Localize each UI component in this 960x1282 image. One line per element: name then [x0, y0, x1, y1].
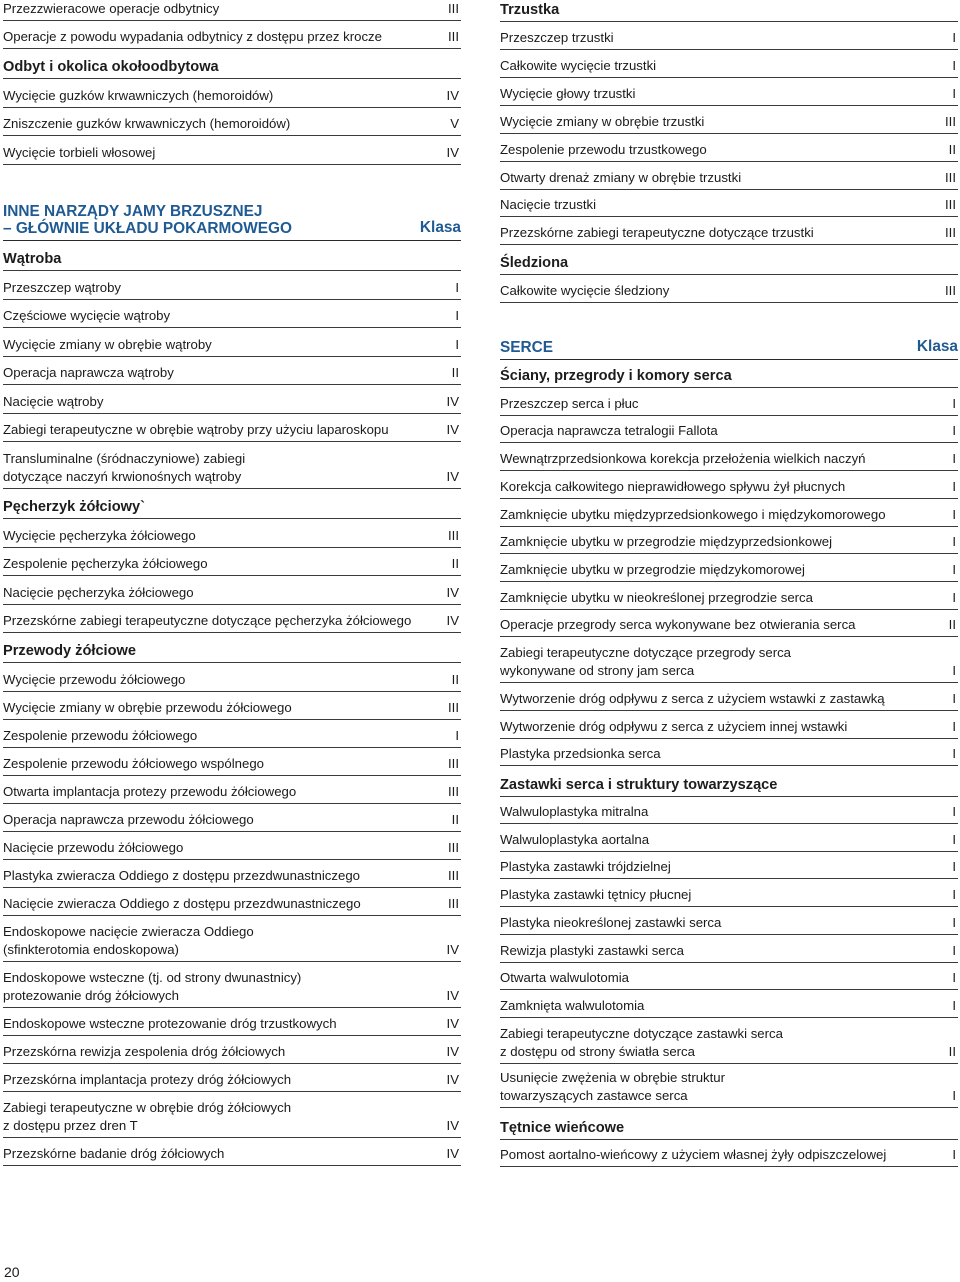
procedure-class: I — [952, 942, 956, 958]
procedure-row — [500, 162, 958, 190]
procedure-name: Zabiegi terapeutyczne w obrębie dróg żółciowych z dostępu przez dren T — [3, 1100, 292, 1133]
procedure-row — [500, 879, 958, 907]
procedure-name: Operacja naprawcza przewodu żółciowego — [3, 811, 254, 827]
procedure-class: IV — [446, 612, 459, 628]
procedure-row — [500, 824, 958, 852]
procedure-class: I — [952, 29, 956, 45]
procedure-name: Otwarta walwulotomia — [500, 969, 629, 985]
procedure-row — [3, 271, 461, 300]
procedure-row — [3, 962, 461, 1008]
heading-text: Wątroba — [3, 251, 62, 267]
procedure-name: Rewizja plastyki zastawki serca — [500, 942, 684, 958]
procedure-row — [500, 554, 958, 582]
procedure-name: Całkowite wycięcie śledziony — [500, 282, 670, 298]
procedure-class: V — [450, 115, 459, 131]
procedure-name: Częściowe wycięcie wątroby — [3, 307, 171, 323]
procedure-name: Walwuloplastyka mitralna — [500, 803, 649, 819]
procedure-class: I — [952, 662, 956, 678]
procedure-row — [3, 0, 461, 21]
subsection-heading — [3, 489, 461, 519]
procedure-name: Wytworzenie dróg odpływu z serca z użyciem innej wstawki — [500, 718, 848, 734]
procedure-class: IV — [446, 987, 459, 1003]
procedure-name: Wycięcie guzków krwawniczych (hemoroidów) — [3, 87, 274, 103]
procedure-row — [500, 78, 958, 106]
procedure-row — [500, 443, 958, 471]
heading-text: Pęcherzyk żółciowy` — [3, 499, 145, 515]
class-column-header: Klasa — [419, 219, 461, 236]
heading-text: Ściany, przegrody i komory serca — [500, 368, 732, 384]
subsection-heading — [500, 360, 958, 388]
procedure-row — [500, 852, 958, 879]
procedure-name: Usunięcie zwężenia w obrębie struktur towarzyszących zastawce serca — [500, 1070, 726, 1103]
procedure-name: Wycięcie zmiany w obrębie przewodu żółciowego — [3, 699, 292, 715]
procedure-name: Zamknięcie ubytku w przegrodzie międzykomorowej — [500, 561, 805, 577]
procedure-name: Przezskórne badanie dróg żółciowych — [3, 1145, 225, 1161]
procedure-class: I — [952, 969, 956, 985]
procedure-class: III — [448, 783, 459, 799]
procedure-row — [500, 1064, 958, 1108]
page-number: 20 — [4, 1264, 20, 1280]
procedure-class: I — [952, 561, 956, 577]
procedure-row — [3, 357, 461, 385]
procedure-class: I — [455, 279, 459, 295]
procedure-class: IV — [446, 87, 459, 103]
procedure-row — [3, 1064, 461, 1092]
procedure-class: IV — [446, 1015, 459, 1031]
procedure-row — [3, 1036, 461, 1064]
procedure-class: III — [945, 224, 956, 240]
procedure-class: I — [455, 727, 459, 743]
procedure-class: I — [952, 803, 956, 819]
procedure-name: Przezskórna rewizja zespolenia dróg żółciowych — [3, 1043, 286, 1059]
subsection-heading — [500, 766, 958, 797]
procedure-row — [500, 1018, 958, 1064]
procedure-name: Nacięcie trzustki — [500, 196, 597, 212]
procedure-class: I — [952, 450, 956, 466]
procedure-class: III — [448, 699, 459, 715]
procedure-name: Operacje przegrody serca wykonywane bez otwierania serca — [500, 616, 856, 632]
procedure-row — [500, 683, 958, 711]
procedure-name: Nacięcie pęcherzyka żółciowego — [3, 584, 194, 600]
procedure-name: Zniszczenie guzków krwawniczych (hemoroidów) — [3, 115, 291, 131]
procedure-class: III — [448, 0, 459, 16]
procedure-class: I — [455, 336, 459, 352]
procedure-row — [3, 804, 461, 832]
procedure-name: Walwuloplastyka aortalna — [500, 831, 650, 847]
subsection-heading — [3, 49, 461, 79]
heading-text: Odbyt i okolica okołoodbytowa — [3, 59, 219, 75]
procedure-row — [500, 1140, 958, 1167]
procedure-class: I — [952, 533, 956, 549]
procedure-class: I — [952, 858, 956, 874]
procedure-row — [500, 739, 958, 766]
procedure-class: II — [451, 671, 459, 687]
procedure-row — [3, 888, 461, 916]
procedure-name: Przezskórne zabiegi terapeutyczne dotyczące trzustki — [500, 224, 814, 240]
procedure-name: Pomost aortalno-wieńcowy z użyciem własnej żyły odpiszczelowej — [500, 1146, 887, 1162]
procedure-row — [3, 519, 461, 548]
procedure-name: Zamknięta walwulotomia — [500, 997, 645, 1013]
procedure-row — [3, 748, 461, 776]
procedure-name: Przezskórna implantacja protezy dróg żółciowych — [3, 1071, 292, 1087]
procedure-row — [3, 1092, 461, 1138]
class-column-header: Klasa — [916, 338, 958, 355]
procedure-row — [500, 797, 958, 824]
procedure-class: III — [448, 895, 459, 911]
procedure-row — [500, 637, 958, 683]
procedure-row — [3, 21, 461, 49]
procedure-row — [3, 692, 461, 720]
procedure-name: Przezzwieracowe operacje odbytnicy — [3, 0, 220, 16]
procedure-name: Otwarty drenaż zmiany w obrębie trzustki — [500, 169, 742, 185]
procedure-row — [500, 610, 958, 637]
procedure-name: Zespolenie przewodu żółciowego — [3, 727, 198, 743]
procedure-name: Operacja naprawcza wątroby — [3, 364, 174, 380]
procedure-name: Plastyka zastawki tętnicy płucnej — [500, 886, 692, 902]
subsection-heading — [3, 633, 461, 663]
procedure-row — [3, 108, 461, 136]
procedure-row — [3, 300, 461, 328]
procedure-name: Transluminalne (śródnaczyniowe) zabiegi dotyczące naczyń krwionośnych wątroby — [3, 451, 246, 484]
procedure-class: III — [945, 196, 956, 212]
subsection-heading — [500, 1108, 958, 1140]
procedure-row — [500, 935, 958, 963]
procedure-name: Nacięcie wątroby — [3, 393, 104, 409]
procedure-row — [3, 79, 461, 108]
procedure-name: Wycięcie pęcherzyka żółciowego — [3, 527, 196, 543]
procedure-row — [500, 275, 958, 303]
section-heading — [3, 199, 461, 241]
procedure-class: I — [952, 886, 956, 902]
heading-text: SERCE — [500, 339, 554, 356]
procedure-name: Wycięcie torbieli włosowej — [3, 144, 156, 160]
procedure-name: Zamknięcie ubytku w nieokreślonej przegrodzie serca — [500, 589, 813, 605]
procedure-class: II — [948, 616, 956, 632]
procedure-row — [500, 416, 958, 443]
procedure-class: II — [451, 555, 459, 571]
procedure-row — [3, 328, 461, 357]
procedure-class: I — [952, 589, 956, 605]
procedure-class: IV — [446, 584, 459, 600]
procedure-row — [500, 217, 958, 245]
procedure-class: IV — [446, 1071, 459, 1087]
procedure-name: Wewnątrzprzedsionkowa korekcja przełożenia wielkich naczyń — [500, 450, 866, 466]
procedure-name: Plastyka nieokreślonej zastawki serca — [500, 914, 722, 930]
procedure-name: Nacięcie zwieracza Oddiego z dostępu przezdwunastniczego — [3, 895, 361, 911]
procedure-row — [3, 548, 461, 576]
section-spacer — [500, 303, 958, 336]
heading-text: Tętnice wieńcowe — [500, 1120, 625, 1136]
procedure-class: II — [948, 141, 956, 157]
procedure-row — [500, 963, 958, 990]
heading-text: Przewody żółciowe — [3, 643, 136, 659]
procedure-row — [3, 776, 461, 804]
procedure-name: Plastyka zwieracza Oddiego z dostępu przezdwunastniczego — [3, 867, 360, 883]
procedure-name: Wycięcie przewodu żółciowego — [3, 671, 186, 687]
procedure-class: III — [448, 28, 459, 44]
procedure-class: I — [952, 690, 956, 706]
procedure-row — [3, 576, 461, 605]
procedure-row — [500, 499, 958, 527]
procedure-row — [500, 990, 958, 1018]
procedure-row — [3, 442, 461, 489]
procedure-class: I — [952, 57, 956, 73]
procedure-class: IV — [446, 421, 459, 437]
procedure-row — [3, 832, 461, 860]
subsection-heading — [500, 0, 958, 22]
procedure-name: Wycięcie głowy trzustki — [500, 85, 636, 101]
procedure-class: II — [451, 811, 459, 827]
procedure-class: III — [448, 839, 459, 855]
procedure-name: Zabiegi terapeutyczne dotyczące zastawki serca z dostępu od strony światła serca — [500, 1026, 783, 1059]
procedure-name: Zamknięcie ubytku międzyprzedsionkowego i międzykomorowego — [500, 506, 886, 522]
procedure-name: Wycięcie zmiany w obrębie trzustki — [500, 113, 705, 129]
procedure-name: Zespolenie pęcherzyka żółciowego — [3, 555, 208, 571]
procedure-class: I — [952, 718, 956, 734]
procedure-class: IV — [446, 941, 459, 957]
procedure-class: IV — [446, 1145, 459, 1161]
procedure-class: IV — [446, 144, 459, 160]
procedure-row — [3, 414, 461, 442]
procedure-row — [3, 720, 461, 748]
procedure-class: II — [948, 1043, 956, 1059]
heading-text: Zastawki serca i struktury towarzyszące — [500, 777, 778, 793]
procedure-class: I — [952, 422, 956, 438]
procedure-class: IV — [446, 393, 459, 409]
procedure-name: Plastyka zastawki trójdzielnej — [500, 858, 671, 874]
procedure-class: I — [952, 1146, 956, 1162]
procedure-class: I — [952, 997, 956, 1013]
procedure-row — [500, 527, 958, 554]
procedure-row — [500, 388, 958, 416]
heading-text: Trzustka — [500, 2, 560, 18]
procedure-name: Endoskopowe wsteczne (tj. od strony dwunastnicy) protezowanie dróg żółciowych — [3, 970, 302, 1003]
procedure-class: III — [945, 113, 956, 129]
procedure-name: Otwarta implantacja protezy przewodu żółciowego — [3, 783, 297, 799]
procedure-class: III — [448, 755, 459, 771]
procedure-name: Wycięcie zmiany w obrębie wątroby — [3, 336, 212, 352]
procedure-class: III — [945, 282, 956, 298]
procedure-class: I — [952, 478, 956, 494]
section-spacer — [3, 165, 461, 199]
procedure-class: III — [945, 169, 956, 185]
procedure-class: I — [952, 506, 956, 522]
procedure-row — [500, 134, 958, 162]
subsection-heading — [500, 245, 958, 275]
heading-text: Śledziona — [500, 255, 569, 271]
procedure-class: IV — [446, 468, 459, 484]
subsection-heading — [3, 241, 461, 271]
procedure-class: II — [451, 364, 459, 380]
procedure-class: III — [448, 527, 459, 543]
procedure-row — [500, 50, 958, 78]
procedure-name: Operacje z powodu wypadania odbytnicy z dostępu przez krocze — [3, 28, 382, 44]
procedure-name: Całkowite wycięcie trzustki — [500, 57, 657, 73]
procedure-name: Plastyka przedsionka serca — [500, 745, 661, 761]
procedure-name: Nacięcie przewodu żółciowego — [3, 839, 184, 855]
procedure-name: Wytworzenie dróg odpływu z serca z użyciem wstawki z zastawką — [500, 690, 885, 706]
procedure-name: Operacja naprawcza tetralogii Fallota — [500, 422, 718, 438]
procedure-name: Przeszczep trzustki — [500, 29, 614, 45]
procedure-class: I — [952, 745, 956, 761]
procedure-row — [3, 136, 461, 165]
procedure-class: I — [952, 85, 956, 101]
procedure-class: I — [952, 831, 956, 847]
procedure-row — [500, 106, 958, 134]
procedure-row — [500, 471, 958, 499]
procedure-name: Zabiegi terapeutyczne dotyczące przegrody serca wykonywane od strony jam serca — [500, 645, 792, 678]
procedure-class: IV — [446, 1117, 459, 1133]
procedure-row — [3, 663, 461, 692]
procedure-row — [3, 916, 461, 962]
procedure-class: I — [455, 307, 459, 323]
left-column — [3, 0, 461, 1166]
procedure-name: Endoskopowe nacięcie zwieracza Oddiego (sfinkterotomia endoskopowa) — [3, 924, 254, 957]
procedure-name: Zabiegi terapeutyczne w obrębie wątroby przy użyciu laparoskopu — [3, 421, 389, 437]
procedure-name: Przezskórne zabiegi terapeutyczne dotyczące pęcherzyka żółciowego — [3, 612, 412, 628]
procedure-row — [3, 605, 461, 633]
procedure-row — [3, 860, 461, 888]
procedure-name: Zamknięcie ubytku w przegrodzie międzyprzedsionkowej — [500, 533, 833, 549]
procedure-name: Endoskopowe wsteczne protezowanie dróg trzustkowych — [3, 1015, 337, 1031]
procedure-class: I — [952, 395, 956, 411]
procedure-row — [500, 22, 958, 50]
procedure-name: Przeszczep wątroby — [3, 279, 121, 295]
procedure-name: Przeszczep serca i płuc — [500, 395, 639, 411]
heading-text: INNE NARZĄDY JAMY BRZUSZNEJ – GŁÓWNIE UKŁADU POKARMOWEGO — [3, 203, 292, 237]
procedure-class: III — [448, 867, 459, 883]
procedure-row — [500, 907, 958, 935]
procedure-row — [3, 1138, 461, 1166]
procedure-name: Korekcja całkowitego nieprawidłowego spływu żył płucnych — [500, 478, 846, 494]
procedure-name: Zespolenie przewodu trzustkowego — [500, 141, 707, 157]
procedure-class: IV — [446, 1043, 459, 1059]
procedure-row — [500, 582, 958, 610]
procedure-row — [3, 1008, 461, 1036]
procedure-class: I — [952, 1087, 956, 1103]
procedure-row — [3, 385, 461, 414]
procedure-row — [500, 711, 958, 739]
section-heading — [500, 336, 958, 360]
right-column — [500, 0, 958, 1167]
procedure-row — [500, 190, 958, 217]
procedure-class: I — [952, 914, 956, 930]
procedure-name: Zespolenie przewodu żółciowego wspólnego — [3, 755, 264, 771]
